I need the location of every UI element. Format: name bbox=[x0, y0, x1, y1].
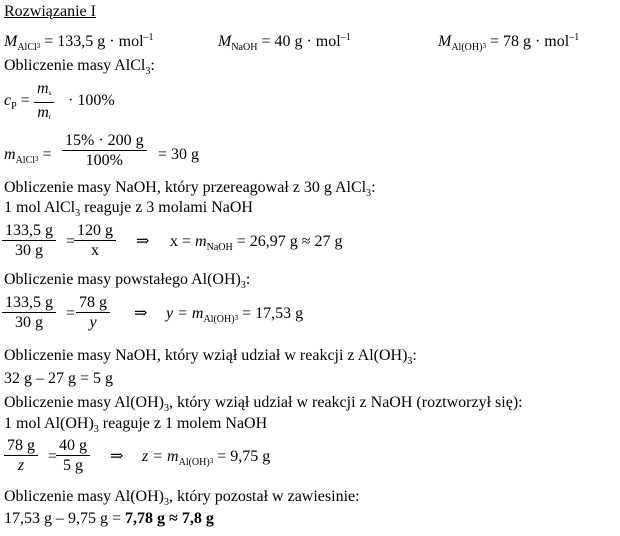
molar-mass-aloh3: $M_{Al(OH)}3 = 78$ g · mol$^{-1}$ bbox=[438, 32, 580, 53]
fraction-133-30-b: $\frac{133,5 g}{30 g}$ bbox=[2, 294, 56, 333]
reaction-ratio-aloh3: 1 mol $Al(OH)_3$ reaguje z 1 molem NaOH bbox=[4, 415, 268, 435]
mass-alcl3-symbol: $m_{AlCl}3$ = bbox=[4, 146, 52, 166]
fraction-133-30: $\frac{133,5 g}{30 g}$ bbox=[2, 222, 56, 261]
fraction-78-y: $\frac{78 g}{y}$ bbox=[76, 294, 110, 333]
reaction-ratio-alcl3: 1 mol AlCl$_3$ reaguje z 3 molami NaOH bbox=[4, 199, 253, 219]
calc-naoh-excess: 32 g – 27 g = 5 g bbox=[4, 370, 114, 387]
equals-sign: = bbox=[48, 448, 58, 465]
final-result: 17,53 g – 9,75 g = 7,78 g ≈ 7,8 g bbox=[4, 510, 214, 527]
section-title-aloh3-remaining: Obliczenie masy $Al(OH)_3$, który pozostał w zawiesinie: bbox=[4, 488, 360, 508]
times-100: · 100% bbox=[68, 92, 115, 109]
fraction-15-200: $\frac{15\% \cdot 200 g}{100\%}$ bbox=[62, 132, 147, 171]
cp-symbol: $c_P$ = bbox=[4, 92, 30, 112]
result-x-naoh: $x = m_{NaOH} = 26,97$ g ≈ 27 g bbox=[170, 233, 343, 253]
implies-arrow: ⇒ bbox=[134, 305, 148, 322]
section-title-naoh-with-aloh3: Obliczenie masy NaOH, który wziął udział w reakcji z $Al(OH)_3$: bbox=[4, 347, 417, 367]
equals-sign: = bbox=[66, 305, 76, 322]
fraction-78-z: $\frac{78 g}{z}$ bbox=[4, 437, 38, 476]
implies-arrow: ⇒ bbox=[136, 233, 150, 250]
implies-arrow: ⇒ bbox=[110, 448, 124, 465]
fraction-ms-mr: $\frac{ms}{mr}$ bbox=[34, 80, 54, 127]
result-z-aloh3: $z = m_{Al(OH)}3 = 9,75$ g bbox=[142, 448, 271, 468]
molar-mass-naoh: $M_{NaOH} = 40$ g · mol$^{-1}$ bbox=[218, 32, 351, 53]
section-title-aloh3-formed: Obliczenie masy powstałego $Al(OH)_3$: bbox=[4, 271, 251, 291]
fraction-120-x: $\frac{120 g}{x}$ bbox=[74, 222, 116, 261]
fraction-40-5: $\frac{40 g}{5 g}$ bbox=[56, 437, 90, 476]
molar-mass-alcl3: $M_{AlCl}3 = 133,5$ g · mol$^{-1}$ bbox=[4, 32, 154, 53]
heading: Rozwiązanie I bbox=[4, 3, 96, 20]
equals-sign: = bbox=[66, 233, 76, 250]
result-y-aloh3: $y = m_{Al(OH)}3 = 17,53$ g bbox=[166, 305, 304, 325]
result-30g: = 30 g bbox=[158, 146, 200, 163]
section-title-alcl3-mass: Obliczenie masy AlCl$_3$: bbox=[4, 57, 155, 77]
section-title-aloh3-dissolved: Obliczenie masy $Al(OH)_3$, który wziął udział w reakcji z NaOH (roztworzył się): bbox=[4, 394, 523, 414]
section-title-naoh-reacted: Obliczenie masy NaOH, który przereagował z 30 g AlCl$_3$: bbox=[4, 179, 376, 199]
